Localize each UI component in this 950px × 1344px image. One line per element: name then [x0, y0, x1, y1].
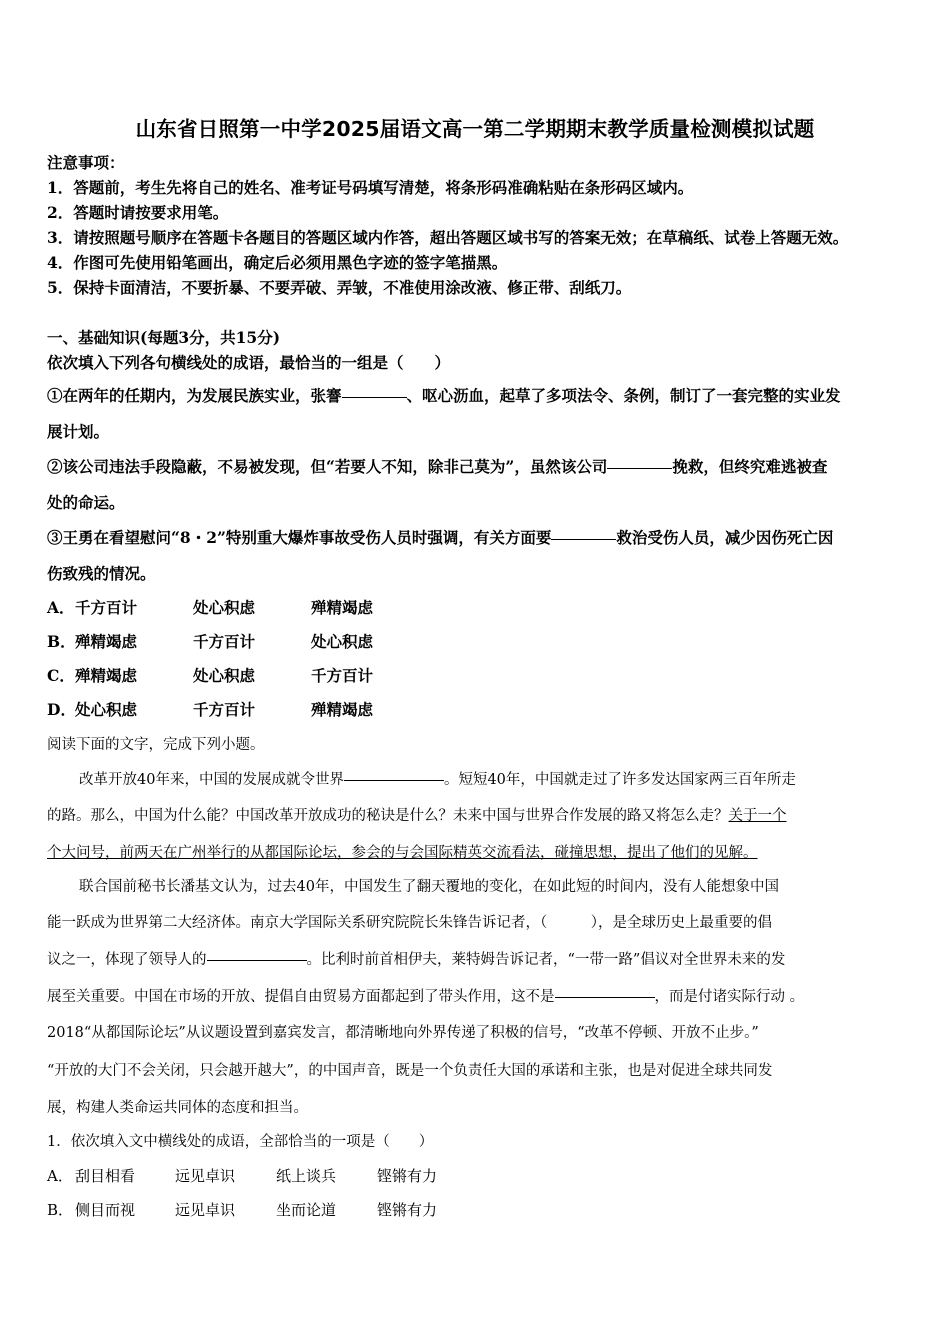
section1-heading: 一、基础知识(每题3分，共15分) [47, 328, 281, 347]
option-word: 刮目相看 [75, 1167, 136, 1185]
notice-heading: 注意事项： [47, 153, 125, 172]
underlined-text: 关于一个 [728, 808, 787, 824]
option-letter: B． [47, 632, 76, 651]
option-letter: A． [47, 1167, 73, 1185]
sentence-3-part-b: 救治受伤人员，减少因伤死亡因 [616, 528, 834, 547]
passage-p2-line-5: 2018“从都国际论坛”从议题设置到嘉宾发言，都清晰地向外界传递了积极的信号，“改革不停顿、开放不止步。” [47, 1025, 759, 1041]
answer-blank [555, 996, 655, 998]
answer-blank [551, 538, 616, 540]
option-a [47, 596, 373, 618]
passage-p2-line-1: 联合国前秘书长潘基文认为，过去40年，中国发生了翻天覆地的变化，在如此短的时间内，没有人能想象中国 [79, 879, 779, 895]
option-letter: A． [47, 598, 75, 617]
option-word: 侧目而视 [75, 1201, 136, 1219]
option-letter: D． [47, 700, 76, 719]
sentence-1-part-b: 、呕心沥血，起草了多项法令、条例，制订了一套完整的实业发 [406, 386, 841, 405]
section1-question: 依次填入下列各句横线处的成语，最恰当的一组是（ ） [47, 353, 451, 372]
option-letter: C． [47, 666, 75, 685]
page-title: 山东省日照第一中学2025届语文高一第二学期期末教学质量检测模拟试题 [135, 117, 815, 141]
answer-blank [344, 779, 444, 781]
text-segment: 议之一，体现了领导人的 [47, 952, 207, 968]
sentence-2-part-b: 挽救，但终究难逃被查 [672, 457, 828, 476]
passage-p1-line-2 [47, 804, 787, 825]
option-d [47, 698, 373, 720]
sentence-1-line-1 [47, 384, 841, 406]
reading-intro: 阅读下面的文字，完成下列小题。 [47, 737, 265, 753]
passage-p2-line-4 [47, 985, 804, 1006]
option-word: 远见卓识 [175, 1201, 236, 1219]
reading-option-a [47, 1165, 437, 1186]
notice-item-1: 1．答题前，考生先将自己的姓名、准考证号码填写清楚，将条形码准确粘贴在条形码区域内。 [47, 178, 694, 197]
option-word: 处心积虑 [75, 700, 138, 719]
option-word: 千方百计 [193, 700, 256, 719]
sentence-1-part-a: ①在两年的任期内，为发展民族实业，张謇 [47, 386, 342, 405]
passage-p1-line-1 [79, 768, 796, 789]
text-segment: 的路。那么，中国为什么能？中国改革开放成功的秘诀是什么？未来中国与世界合作发展的路又将怎么走？ [47, 808, 729, 824]
option-word: 殚精竭虑 [311, 700, 374, 719]
option-word: 殚精竭虑 [75, 666, 138, 685]
option-word: 处心积虑 [193, 598, 256, 617]
option-word: 远见卓识 [175, 1167, 236, 1185]
option-word: 殚精竭虑 [311, 598, 374, 617]
option-word: 坐而论道 [276, 1201, 337, 1219]
option-word: 千方百计 [75, 598, 138, 617]
sentence-3-line-2: 伤致残的情况。 [47, 564, 156, 583]
passage-p2-line-6: “开放的大门不会关闭，只会越开越大”，的中国声音，既是一个负责任大国的承诺和主张，也是对促进全球共同发 [47, 1063, 773, 1079]
sentence-2-line-2: 处的命运。 [47, 493, 125, 512]
sentence-3-line-1 [47, 526, 833, 548]
text-segment: ，而是付诸实际行动 。 [654, 989, 805, 1005]
passage-p2-line-3 [47, 948, 785, 969]
option-c [47, 664, 373, 686]
option-word: 千方百计 [311, 666, 374, 685]
notice-item-3: 3．请按照题号顺序在答题卡各题目的答题区域内作答，超出答题区域书写的答案无效；在草稿纸、试卷上答题无效。 [47, 228, 849, 247]
option-word: 处心积虑 [311, 632, 374, 651]
sentence-2-part-a: ②该公司违法手段隐蔽，不易被发现，但“若要人不知，除非己莫为”，虽然该公司 [47, 457, 608, 476]
reading-option-b [47, 1199, 437, 1220]
passage-p2-line-2: 能一跃成为世界第二大经济体。南京大学国际关系研究院院长朱锋告诉记者，（ ），是全球历史上最重要的倡 [47, 915, 772, 931]
option-letter: B． [47, 1201, 74, 1219]
answer-blank [607, 467, 672, 469]
notice-item-5: 5．保持卡面清洁，不要折暴、不要弄破、弄皱，不准使用涂改液、修正带、刮纸刀。 [47, 278, 632, 297]
sentence-1-line-2: 展计划。 [47, 422, 110, 441]
option-word: 铿锵有力 [377, 1167, 438, 1185]
answer-blank [342, 396, 407, 398]
notice-item-2: 2．答题时请按要求用笔。 [47, 203, 229, 222]
option-b [47, 630, 373, 652]
reading-question-1: 1．依次填入文中横线处的成语，全部恰当的一项是（ ） [47, 1134, 434, 1150]
option-word: 铿锵有力 [377, 1201, 438, 1219]
text-segment: 展至关重要。中国在市场的开放、提倡自由贸易方面都起到了带头作用，这不是 [47, 989, 555, 1005]
sentence-2-line-1 [47, 455, 827, 477]
option-word: 千方百计 [193, 632, 256, 651]
answer-blank [207, 959, 307, 961]
passage-p1-line-3: 个大问号，前两天在广州举行的从都国际论坛，参会的与会国际精英交流看法，碰撞思想，提出了他们的见解。 [47, 845, 758, 861]
option-word: 处心积虑 [193, 666, 256, 685]
sentence-3-part-a: ③王勇在看望慰问“8・2”特别重大爆炸事故受伤人员时强调，有关方面要 [47, 528, 552, 547]
text-segment: 改革开放40年来，中国的发展成就令世界 [79, 772, 344, 788]
text-segment: 。短短40年，中国就走过了许多发达国家两三百年所走 [443, 772, 796, 788]
option-word: 殚精竭虑 [75, 632, 138, 651]
option-word: 纸上谈兵 [276, 1167, 337, 1185]
text-segment: 。比利时前首相伊夫，莱特姆告诉记者，“一带一路”倡议对全世界未来的发 [306, 952, 786, 968]
passage-p2-line-7: 展，构建人类命运共同体的态度和担当。 [47, 1100, 308, 1116]
notice-item-4: 4．作图可先使用铅笔画出，确定后必须用黑色字迹的签字笔描黑。 [47, 253, 508, 272]
